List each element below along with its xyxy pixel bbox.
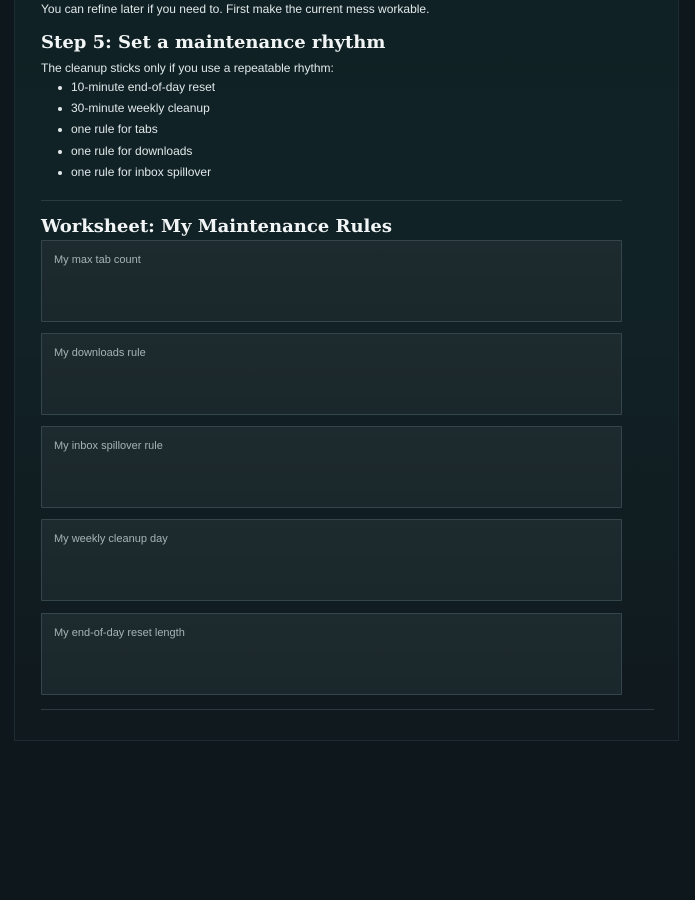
end-of-day-reset-length-field[interactable] (41, 613, 622, 695)
list-item: 10-minute end-of-day reset (41, 77, 215, 98)
worksheet-heading: Worksheet: My Maintenance Rules (41, 216, 392, 237)
max-tab-count-field[interactable] (41, 240, 622, 322)
bottom-divider (41, 709, 654, 710)
field-placeholder: My inbox spillover rule (54, 440, 163, 452)
list-item: one rule for inbox spillover (41, 162, 215, 183)
downloads-rule-field[interactable] (41, 333, 622, 415)
intro-paragraph: You can refine later if you need to. First make the current mess workable. (41, 2, 430, 16)
step-5-heading: Step 5: Set a maintenance rhythm (41, 32, 386, 53)
field-placeholder: My downloads rule (54, 347, 146, 359)
section-divider (41, 200, 622, 201)
list-item: 30-minute weekly cleanup (41, 98, 215, 119)
field-placeholder: My end-of-day reset length (54, 627, 185, 639)
inbox-spillover-rule-field[interactable] (41, 426, 622, 508)
field-placeholder: My weekly cleanup day (54, 533, 168, 545)
field-placeholder: My max tab count (54, 254, 141, 266)
list-item: one rule for tabs (41, 119, 215, 140)
list-item: one rule for downloads (41, 141, 215, 162)
content-panel (14, 0, 679, 741)
weekly-cleanup-day-field[interactable] (41, 519, 622, 601)
step-5-lead: The cleanup sticks only if you use a repeatable rhythm: (41, 61, 334, 75)
rhythm-list (41, 77, 215, 183)
